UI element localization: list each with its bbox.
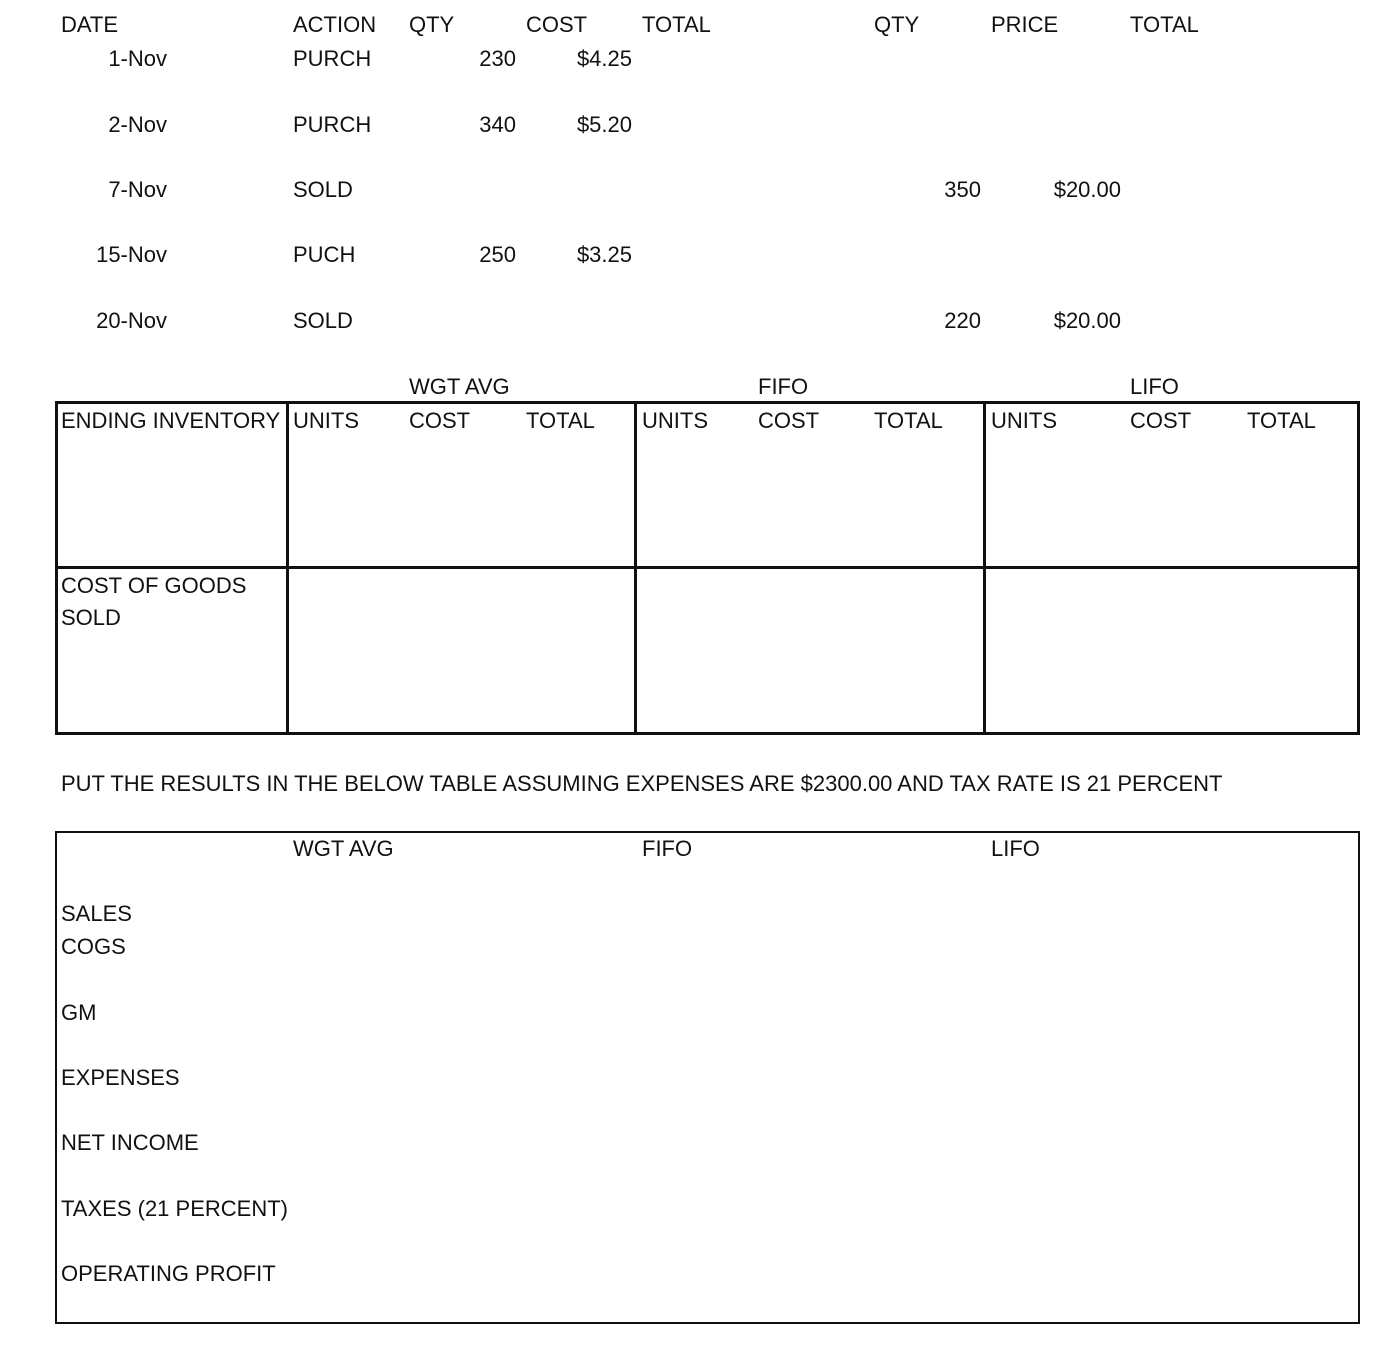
- row-sold-qty: 220: [944, 308, 981, 333]
- col-header-cost: COST: [1130, 408, 1192, 433]
- group-label-wgt-avg: WGT AVG: [409, 374, 510, 399]
- header-date: DATE: [61, 12, 119, 37]
- group-label-fifo: FIFO: [758, 374, 809, 399]
- instruction-text: PUT THE RESULTS IN THE BELOW TABLE ASSUMING EXPENSES ARE $2300.00 AND TAX RATE IS 21 PERCENT: [61, 771, 1223, 796]
- col-header-total: TOTAL: [1247, 408, 1316, 433]
- group-label-lifo: LIFO: [1130, 374, 1179, 399]
- col-header-total: TOTAL: [526, 408, 595, 433]
- row-action: SOLD: [293, 177, 353, 202]
- row-price: $20.00: [1053, 308, 1121, 333]
- results-table: [55, 831, 1360, 1324]
- row-sold-qty: 350: [944, 177, 981, 202]
- col-header-total: TOTAL: [874, 408, 943, 433]
- col-header-cost: COST: [758, 408, 820, 433]
- results-row-expenses: EXPENSES: [61, 1065, 180, 1090]
- results-col-wgt-avg: WGT AVG: [293, 836, 394, 861]
- row-label-cogs-line2: SOLD: [61, 605, 121, 630]
- row-price: $20.00: [1053, 177, 1121, 202]
- header-qty: QTY: [409, 12, 455, 37]
- row-date: 15-Nov: [96, 242, 167, 267]
- header-total: TOTAL: [642, 12, 711, 37]
- row-date: 1-Nov: [108, 46, 167, 71]
- row-cost: $5.20: [576, 112, 632, 137]
- row-action: PUCH: [293, 242, 356, 267]
- col-header-units: UNITS: [642, 408, 708, 433]
- row-date: 7-Nov: [108, 177, 167, 202]
- row-cost: $3.25: [576, 242, 632, 267]
- row-action: SOLD: [293, 308, 353, 333]
- header-action: ACTION: [293, 12, 377, 37]
- results-row-gm: GM: [61, 1000, 97, 1025]
- row-cost: $4.25: [576, 46, 632, 71]
- row-date: 20-Nov: [96, 308, 167, 333]
- row-qty: 340: [479, 112, 516, 137]
- row-qty: 250: [479, 242, 516, 267]
- results-row-operating-profit: OPERATING PROFIT: [61, 1261, 276, 1286]
- row-label-ending-inventory: ENDING INVENTORY: [61, 408, 281, 433]
- row-action: PURCH: [293, 46, 372, 71]
- col-header-cost: COST: [409, 408, 471, 433]
- row-qty: 230: [479, 46, 516, 71]
- results-row-sales: SALES: [61, 901, 132, 926]
- results-col-fifo: FIFO: [642, 836, 693, 861]
- header-price: PRICE: [991, 12, 1059, 37]
- col-header-units: UNITS: [991, 408, 1057, 433]
- row-date: 2-Nov: [108, 112, 167, 137]
- row-action: PURCH: [293, 112, 372, 137]
- header-sold-qty: QTY: [874, 12, 920, 37]
- header-cost: COST: [526, 12, 588, 37]
- results-row-taxes: TAXES (21 PERCENT): [61, 1196, 288, 1221]
- inventory-table-row-divider: [55, 566, 1360, 569]
- results-row-cogs: COGS: [61, 934, 126, 959]
- col-header-units: UNITS: [293, 408, 359, 433]
- results-col-lifo: LIFO: [991, 836, 1040, 861]
- results-row-net-income: NET INCOME: [61, 1130, 199, 1155]
- header-sold-total: TOTAL: [1130, 12, 1199, 37]
- row-label-cogs-line1: COST OF GOODS: [61, 573, 247, 598]
